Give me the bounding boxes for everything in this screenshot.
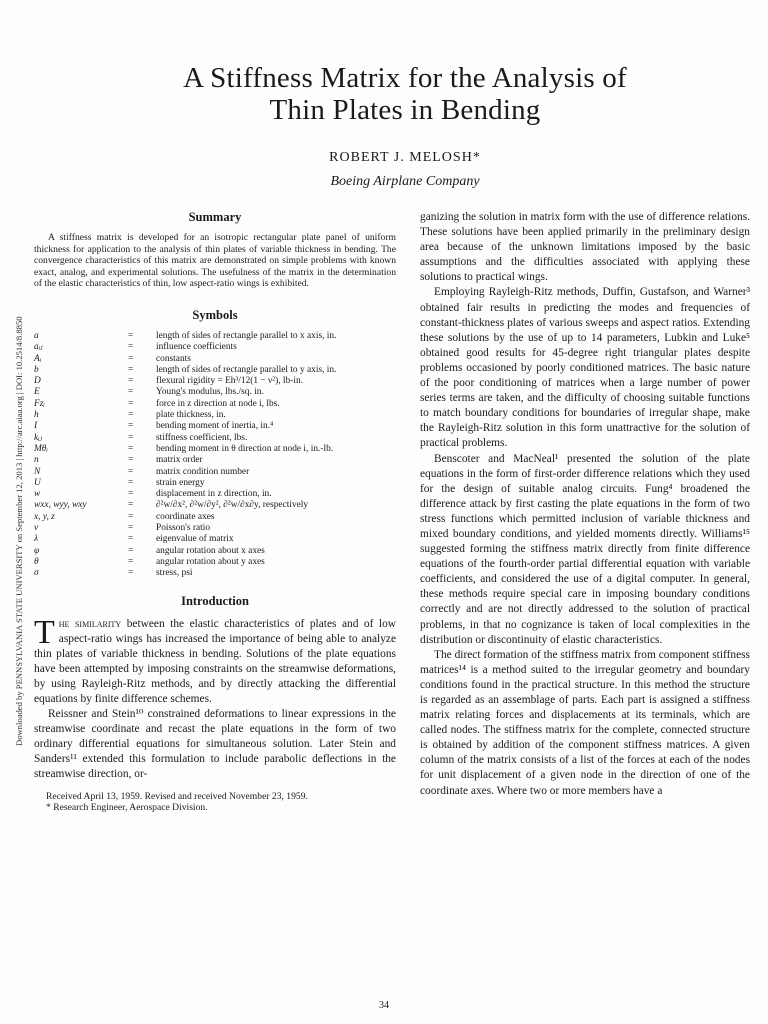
equals-sign: = <box>128 455 134 466</box>
right-paragraph-3: Benscoter and MacNeal¹ presented the solution of the plate equations in the form of first-order difference relations which they used for the design of suitable analog circuits. Fung⁴ broadened the difference attack by first casting the plate equations in the form of two stress functions which permitted inclusion of variable thickness and mixed boundary conditions, and yielded moments directly. Williams¹⁵ suggested forming the stiffness matrix directly from finite difference equations of the fourth-order partial differential equation with variable coefficients, and considered the use of a digital computer. In general, these methods require special care in imposing boundary conditions correctly and are not directly addressed to the solution of practical problems, in that no cognizance is taken of local complexities in the distribution or discontinuity of elastic characteristics. <box>420 452 750 646</box>
symbol-row <box>34 534 396 545</box>
symbols-section <box>34 308 396 580</box>
symbol-definition: plate thickness, in. <box>156 410 226 421</box>
page-number: 34 <box>379 1000 389 1011</box>
symbol: θ <box>34 556 39 567</box>
symbol: λ <box>34 534 39 545</box>
right-column <box>420 210 750 799</box>
symbol-definition: angular rotation about y axes <box>156 556 265 567</box>
intro-paragraph-2: Reissner and Stein¹⁰ constrained deformations to linear expressions in the streamwise coordinate and recast the plate equations in the form of two ordinary differential equations for simultaneous solution. Later Stein and Sanders¹¹ extended this formulation to include parabolic deflections in the streamwise direction, or- <box>34 708 396 781</box>
symbol-row <box>34 489 396 500</box>
symbol-row <box>34 467 396 478</box>
symbol-row <box>34 568 396 579</box>
symbol: n <box>34 455 39 466</box>
symbol-definition: matrix order <box>156 455 203 466</box>
left-column <box>34 210 396 814</box>
equals-sign: = <box>128 421 134 432</box>
equals-sign: = <box>128 466 134 477</box>
equals-sign: = <box>128 353 134 364</box>
intro-lead: he similarity <box>58 617 122 630</box>
download-note-text: Downloaded by PENNSYLVANIA STATE UNIVERSITY on September 12, 2013 | http://arc.aiaa.org | DOI: 10.2514/8.8850 <box>14 316 24 746</box>
received-note: Received April 13, 1959. Revised and received November 23, 1959. <box>46 790 308 802</box>
equals-sign: = <box>128 477 134 488</box>
symbol: b <box>34 364 39 375</box>
symbol-definition: bending moment of inertia, in.⁴ <box>156 421 274 432</box>
symbol: Aᵢ <box>34 353 42 364</box>
symbol: h <box>34 410 39 421</box>
symbol: D <box>34 376 41 387</box>
equals-sign: = <box>128 330 134 341</box>
equals-sign: = <box>128 556 134 567</box>
symbol: Fzᵢ <box>34 398 45 409</box>
symbol-definition: matrix condition number <box>156 466 250 477</box>
symbol: kᵢⱼ <box>34 432 43 443</box>
symbol-row <box>34 421 396 432</box>
equals-sign: = <box>128 545 134 556</box>
symbol-row <box>34 455 396 466</box>
symbol-definition: Young's modulus, lbs./sq. in. <box>156 387 264 398</box>
symbol: x, y, z <box>34 511 55 522</box>
symbol-definition: stress, psi <box>156 568 193 579</box>
symbol: σ <box>34 568 39 579</box>
title-line-1: A Stiffness Matrix for the Analysis of <box>183 62 627 94</box>
symbol-definition: ∂²w/∂x², ∂²w/∂y², ∂²w/∂x∂y, respectively <box>156 500 309 511</box>
equals-sign: = <box>128 376 134 387</box>
symbol: N <box>34 466 41 477</box>
symbol-row <box>34 512 396 523</box>
symbol: φ <box>34 545 40 556</box>
symbol-row <box>34 557 396 568</box>
symbol-row <box>34 546 396 557</box>
symbol-definition: length of sides of rectangle parallel to y axis, in. <box>156 364 337 375</box>
symbol-definition: influence coefficients <box>156 342 237 353</box>
symbol-definition: Poisson's ratio <box>156 523 211 534</box>
symbol-row <box>34 365 396 376</box>
equals-sign: = <box>128 342 134 353</box>
equals-sign: = <box>128 500 134 511</box>
equals-sign: = <box>128 364 134 375</box>
symbols-table <box>34 331 396 580</box>
symbol: aᵢⱼ <box>34 342 43 353</box>
symbol-definition: length of sides of rectangle parallel to x axis, in. <box>156 330 337 341</box>
symbols-heading: Symbols <box>192 307 238 322</box>
equals-sign: = <box>128 443 134 454</box>
intro-paragraph-1 <box>34 613 396 708</box>
symbol-definition: displacement in z direction, in. <box>156 489 272 500</box>
symbol: U <box>34 477 41 488</box>
symbol-row <box>34 376 396 387</box>
summary-heading: Summary <box>188 210 242 224</box>
symbol-definition: angular rotation about x axes <box>156 545 265 556</box>
symbol-row <box>34 410 396 421</box>
symbol: ν <box>34 523 39 534</box>
introduction-section <box>34 594 396 783</box>
symbol: a <box>34 330 39 341</box>
introduction-heading: Introduction <box>181 593 249 608</box>
summary-text: A stiffness matrix is developed for an isotropic rectangular plate panel of uniform thickness for application to the analysis of thin plates of variable thickness in bending. The convergence characteristics of this matrix are demonstrated on simple problems with known exact, analog, and experimental solutions. The usefulness of the matrix in the determination of the elastic characteristics of thin, low aspect-ratio wings is exhibited. <box>34 232 396 290</box>
paper-title <box>60 62 750 126</box>
symbol-definition: eigenvalue of matrix <box>156 534 234 545</box>
symbol-row <box>34 478 396 489</box>
symbol-row <box>34 399 396 410</box>
symbol-definition: constants <box>156 353 191 364</box>
symbol-definition: coordinate axes <box>156 511 215 522</box>
symbol: w <box>34 489 41 500</box>
download-watermark <box>2 270 24 750</box>
equals-sign: = <box>128 523 134 534</box>
author-name: ROBERT J. MELOSH* <box>329 150 481 165</box>
symbol-row <box>34 523 396 534</box>
equals-sign: = <box>128 489 134 500</box>
right-paragraph-2: Employing Rayleigh-Ritz methods, Duffin, Gustafson, and Warner³ obtained fair results in predicting the modes and frequencies of constant-thickness plates of various sweeps and aspect ratios. Extending these solutions by the use of up to 14 parameters, Lubkin and Luke⁵ obtained good results for 45-degree right triangular plates despite problems occasioned by poorly conditioned matrices. The basic nature of the poor conditioning of matrices when a large number of power series terms are taken, and the difficulty of choosing suitable functions to match boundary conditions for boundaries of irregular shape, make the Rayleigh-Ritz solution in this form unattractive for the solution of practical problems. <box>420 286 750 450</box>
symbol-definition: stiffness coefficient, lbs. <box>156 432 248 443</box>
right-paragraph-4: The direct formation of the stiffness matrix from component stiffness matrices¹⁴ is a method suited to the irregular geometry and boundary conditions found in the practical structure. In this method the structure is regarded as an assemblage of parts. Each part is assigned a stiffness matrix relating forces and displacements at its terminals, which are called nodes. The stiffness matrix for the complete, connected structure is obtained by addition of the component stiffness matrices. A given column of the matrix consists of a list of the forces at each of the nodes for unit displacement of a given node in the direction of one of the coordinate axes. Where two or more members have a <box>420 648 750 797</box>
right-paragraph-1: ganizing the solution in matrix form with the use of difference relations. These solutions have been applied primarily in the preliminary design area because of the unknown limitations imposed by the basic assumptions and the difficulties associated with applying these solutions to practical wings. <box>420 211 750 284</box>
title-line-2: Thin Plates in Bending <box>269 94 541 126</box>
symbol-row <box>34 433 396 444</box>
symbol-row <box>34 331 396 342</box>
symbol-definition: flexural rigidity = Eh³/12(1 − ν²), lb-in. <box>156 376 303 387</box>
symbol-row <box>34 342 396 353</box>
symbol-definition: bending moment in θ direction at node i, in.-lb. <box>156 443 334 454</box>
equals-sign: = <box>128 511 134 522</box>
symbol-row <box>34 444 396 455</box>
equals-sign: = <box>128 534 134 545</box>
symbol-definition: force in z direction at node i, lbs. <box>156 398 280 409</box>
equals-sign: = <box>128 387 134 398</box>
symbol-row <box>34 354 396 365</box>
symbol-definition: strain energy <box>156 477 205 488</box>
author-affiliation: Boeing Airplane Company <box>330 174 480 189</box>
symbol: Mθᵢ <box>34 443 48 454</box>
symbol-row <box>34 387 396 398</box>
equals-sign: = <box>128 398 134 409</box>
summary-section <box>34 210 396 290</box>
equals-sign: = <box>128 568 134 579</box>
intro-paragraph-1-text: between the elastic characteristics of plates and of low aspect-ratio wings has increased the importance of being able to analyze thin plates of variable thickness in bending. Solutions of the plate equations have been attempted by imposing constraints on the streamwise deformations, by using Rayleigh-Ritz methods, and by directly attacking the differential equations by finite difference schemes. <box>34 617 396 705</box>
equals-sign: = <box>128 410 134 421</box>
symbol: E <box>34 387 40 398</box>
symbol-row <box>34 500 396 511</box>
equals-sign: = <box>128 432 134 443</box>
footnotes <box>34 791 396 814</box>
drop-cap: T <box>34 613 55 651</box>
symbol: I <box>34 421 38 432</box>
author-footnote: * Research Engineer, Aerospace Division. <box>46 802 208 814</box>
symbol: wxx, wyy, wxy <box>34 500 87 511</box>
